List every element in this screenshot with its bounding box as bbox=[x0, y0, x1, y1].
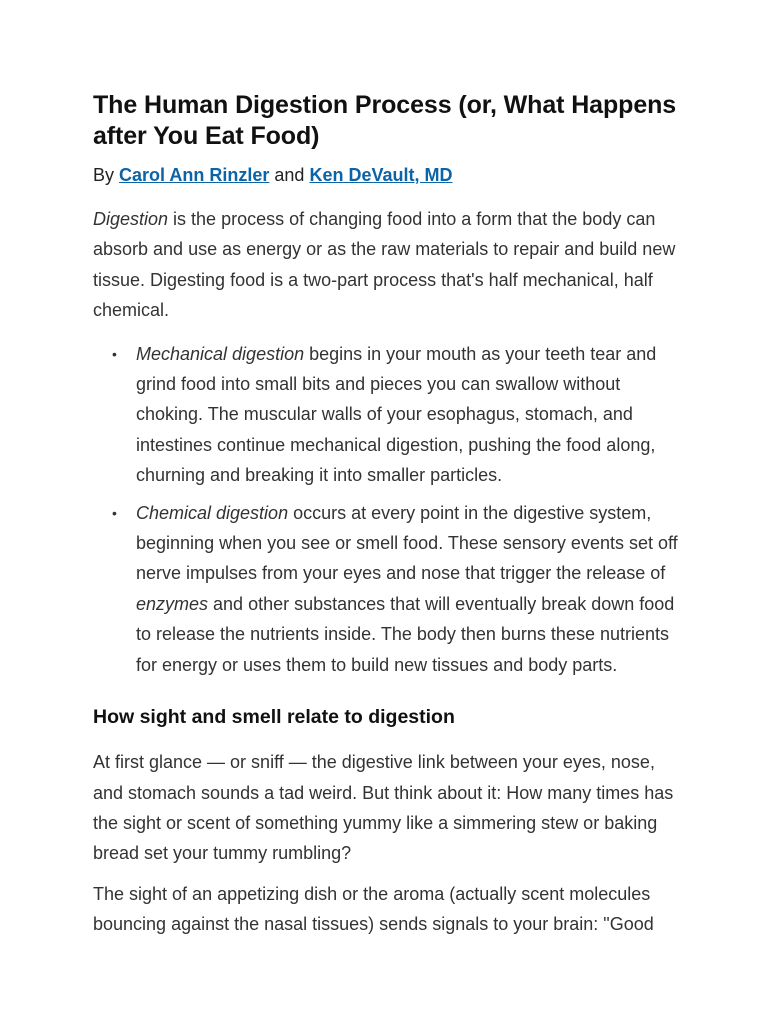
byline-prefix: By bbox=[93, 165, 115, 185]
list-item-term: Chemical digestion bbox=[136, 502, 289, 523]
list-item-mechanical bbox=[112, 339, 685, 491]
article-title: The Human Digestion Process (or, What Happens after You Eat Food) bbox=[93, 91, 677, 150]
bullet-icon: • bbox=[112, 345, 117, 362]
digestion-types-list bbox=[93, 339, 685, 680]
list-item-term: Mechanical digestion bbox=[136, 343, 305, 364]
list-item-chemical bbox=[112, 498, 685, 680]
list-item-text-continued: and other substances that will eventually break down food to release the nutrients inside. The body then burns these nutrients for energy or uses them to build new tissues and body parts. bbox=[136, 593, 675, 675]
bullet-icon: • bbox=[112, 504, 117, 521]
intro-term: Digestion bbox=[93, 209, 169, 229]
byline-conjunction: and bbox=[274, 165, 305, 185]
body-paragraph-2: The sight of an appetizing dish or the aroma (actually scent molecules bouncing against the nasal tissues) sends signals to your brain: "Good bbox=[93, 883, 654, 935]
intro-paragraph bbox=[93, 204, 685, 326]
byline bbox=[93, 162, 685, 188]
body-paragraph-1: At first glance — or sniff — the digestive link between your eyes, nose, and stomach sounds a tad weird. But think about it: How many times has the sight or scent of something yummy like a simmering stew or baking bread set your tummy rumbling? bbox=[93, 752, 674, 864]
author-link-ken-devault[interactable]: Ken DeVault, MD bbox=[309, 165, 453, 185]
author-link-carol-ann-rinzler[interactable]: Carol Ann Rinzler bbox=[119, 165, 270, 185]
intro-text: is the process of changing food into a form that the body can absorb and use as energy or as the raw materials to repair and build new tissue. Digesting food is a two-part process that's half mechanical, half chemical. bbox=[93, 209, 676, 321]
article bbox=[93, 90, 685, 940]
list-item-text: occurs at every point in the digestive system, beginning when you see or smell food. These sensory events set off nerve impulses from your eyes and nose that trigger the release of bbox=[136, 502, 678, 584]
list-item-text: begins in your mouth as your teeth tear and grind food into small bits and pieces you can swallow without choking. The muscular walls of your esophagus, stomach, and intestines continue mechanical digestion, pushing the food along, churning and breaking it into smaller particles. bbox=[136, 343, 657, 486]
section-heading: How sight and smell relate to digestion bbox=[93, 706, 455, 729]
list-item-term-enzymes: enzymes bbox=[136, 593, 209, 614]
